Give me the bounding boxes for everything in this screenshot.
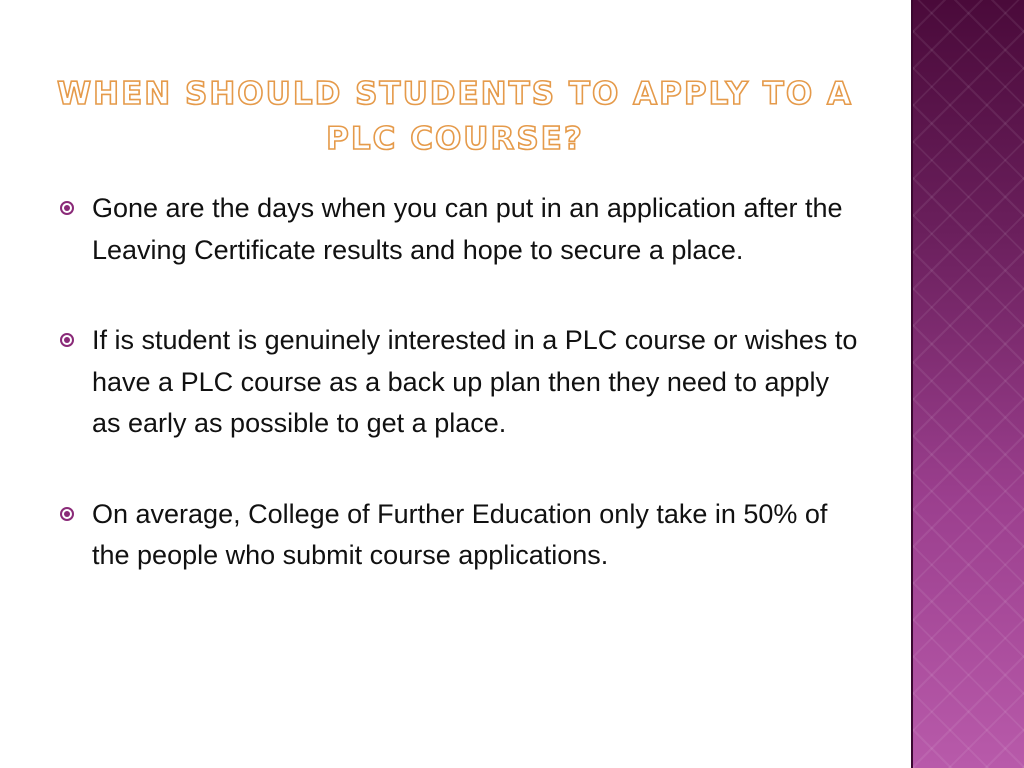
bullet-list — [60, 188, 860, 577]
bullet-text: If is student is genuinely interested in a PLC course or wishes to have a PLC course as a back up plan then they need to apply as early as possible to get a place. — [92, 325, 858, 438]
bullet-text: Gone are the days when you can put in an application after the Leaving Certificate results and hope to secure a place. — [92, 193, 843, 265]
slide-title: WHEN SHOULD STUDENTS TO APPLY TO A PLC COURSE? — [56, 76, 854, 157]
circled-dot-bullet-icon — [60, 201, 74, 215]
decorative-side-panel — [911, 0, 1024, 768]
diamond-pattern — [913, 0, 1024, 768]
bullet-item — [60, 188, 860, 271]
circled-dot-bullet-icon — [60, 507, 74, 521]
bullet-item — [60, 320, 860, 445]
bullet-text: On average, College of Further Education only take in 50% of the people who submit course applications. — [92, 498, 828, 570]
bullet-item — [60, 494, 860, 577]
circled-dot-bullet-icon — [60, 333, 74, 347]
